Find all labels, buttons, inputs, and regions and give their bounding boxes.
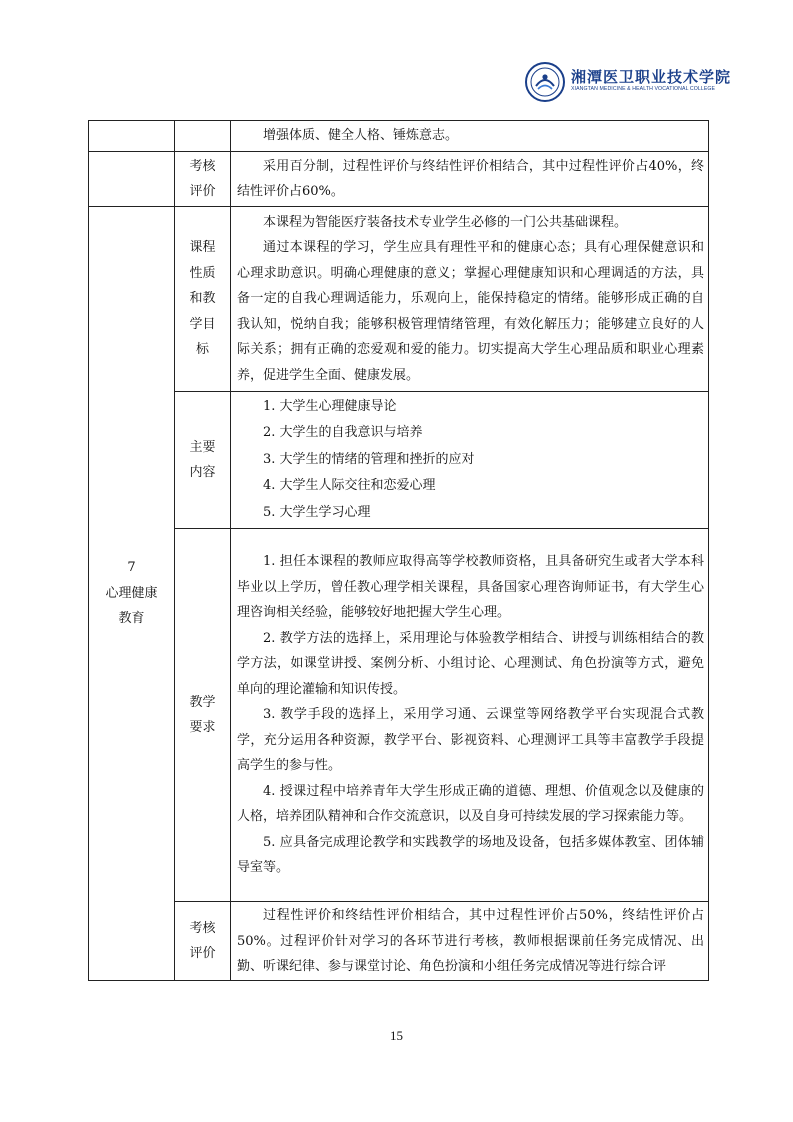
content-item: 3. 大学生的情绪的管理和挫折的应对 <box>263 451 475 467</box>
requirement-paragraph: 2. 教学方法的选择上，采用理论与体验教学相结合、讲授与训练相结合的教学方法，如课堂讲授、案例分析、小组讨论、心理测试、角色扮演等方式，避免单向的理论灌输和知识传授。 <box>237 630 704 697</box>
prev-assess-label: 考核 评价 <box>175 152 231 207</box>
content-item: 2. 大学生的自我意识与培养 <box>263 425 423 441</box>
table-row <box>89 152 709 207</box>
course-name-line-1: 心理健康 <box>105 585 158 601</box>
content-item: 5. 大学生学习心理 <box>263 504 371 520</box>
prev-course-cell <box>89 121 175 152</box>
nature-cell <box>231 207 709 392</box>
assessment-cell <box>231 902 709 981</box>
college-seal-icon <box>525 62 565 102</box>
content-item: 4. 大学生人际交往和恋爱心理 <box>263 478 436 494</box>
table-row <box>89 207 709 392</box>
requirement-paragraph: 3. 教学手段的选择上，采用学习通、云课堂等网络教学平台实现混合式教学，充分运用各种资源，教学平台、影视资料、心理测评工具等丰富教学手段提高学生的参与性。 <box>237 707 704 774</box>
requirement-paragraph: 4. 授课过程中培养青年大学生形成正确的道德、理想、价值观念以及健康的人格，培养团队精神和合作交流意识，以及自身可持续发展的学习探索能力等。 <box>237 783 704 825</box>
table-row <box>89 902 709 981</box>
college-name-en: XIANGTAN MEDICINE & HEALTH VOCATIONAL COLLEGE <box>571 86 716 92</box>
college-name: 湘潭医卫职业技术学院 <box>571 68 732 86</box>
requirements-label: 教学 要求 <box>175 529 231 902</box>
nature-paragraph: 本课程为智能医疗装备技术专业学生必修的一门公共基础课程。 <box>263 214 628 230</box>
prev-course-cell <box>89 152 175 207</box>
page-number: 15 <box>390 1028 403 1043</box>
requirement-paragraph: 1. 担任本课程的教师应取得高等学校教师资格，且具备研究生或者大学本科毕业以上学历，曾任教心理学相关课程，具备国家心理咨询师证书，有大学生心理咨询相关经验，能够较好地把握大学生心理。 <box>237 554 704 621</box>
content-cell <box>231 392 709 529</box>
prev-goal-text: 增强体质、健全人格、锤炼意志。 <box>263 128 459 144</box>
assessment-label: 考核 评价 <box>175 902 231 981</box>
nature-paragraph: 通过本课程的学习，学生应具有理性平和的健康心态；具有心理保健意识和心理求助意识。明确心理健康的意义；掌握心理健康知识和心理调适的方法，具备一定的自我心理调适能力，乐观向上，能保持稳定的情绪。能够形成正确的自我认知，悦纳自我；能够积极管理情绪管理，有效化解压力；能够建立良好的人际关系；拥有正确的恋爱观和爱的能力。切实提高大学生心理品质和职业心理素养，促进学生全面、健康发展。 <box>237 240 704 383</box>
college-logo <box>525 62 732 106</box>
content-item: 1. 大学生心理健康导论 <box>263 398 397 414</box>
prev-goal-cell <box>231 121 709 152</box>
assessment-text: 过程性评价和终结性评价相结合，其中过程性评价占50%，终结性评价占50%。过程评价针对学习的各环节进行考核，教师根据课前任务完成情况、出勤、听课纪律、参与课堂讨论、角色扮演和小组任务完成情况等进行综合评 <box>237 908 704 974</box>
course-cell <box>89 207 175 981</box>
prev-assess-text: 采用百分制，过程性评价与终结性评价相结合，其中过程性评价占40%，终结性评价占60%。 <box>237 158 704 199</box>
course-number: 7 <box>127 560 136 576</box>
prev-goal-label-cell <box>175 121 231 152</box>
requirements-cell <box>231 529 709 902</box>
content-label: 主要 内容 <box>175 392 231 529</box>
curriculum-table <box>88 120 709 981</box>
table-row <box>89 529 709 902</box>
table-row <box>89 121 709 152</box>
course-name-line-2: 教育 <box>118 611 145 627</box>
table-row <box>89 392 709 529</box>
requirement-paragraph: 5. 应具备完成理论教学和实践教学的场地及设备，包括多媒体教室、团体辅导室等。 <box>237 834 704 876</box>
nature-label: 课程 性质 和教 学目 标 <box>175 207 231 392</box>
prev-assess-cell <box>231 152 709 207</box>
